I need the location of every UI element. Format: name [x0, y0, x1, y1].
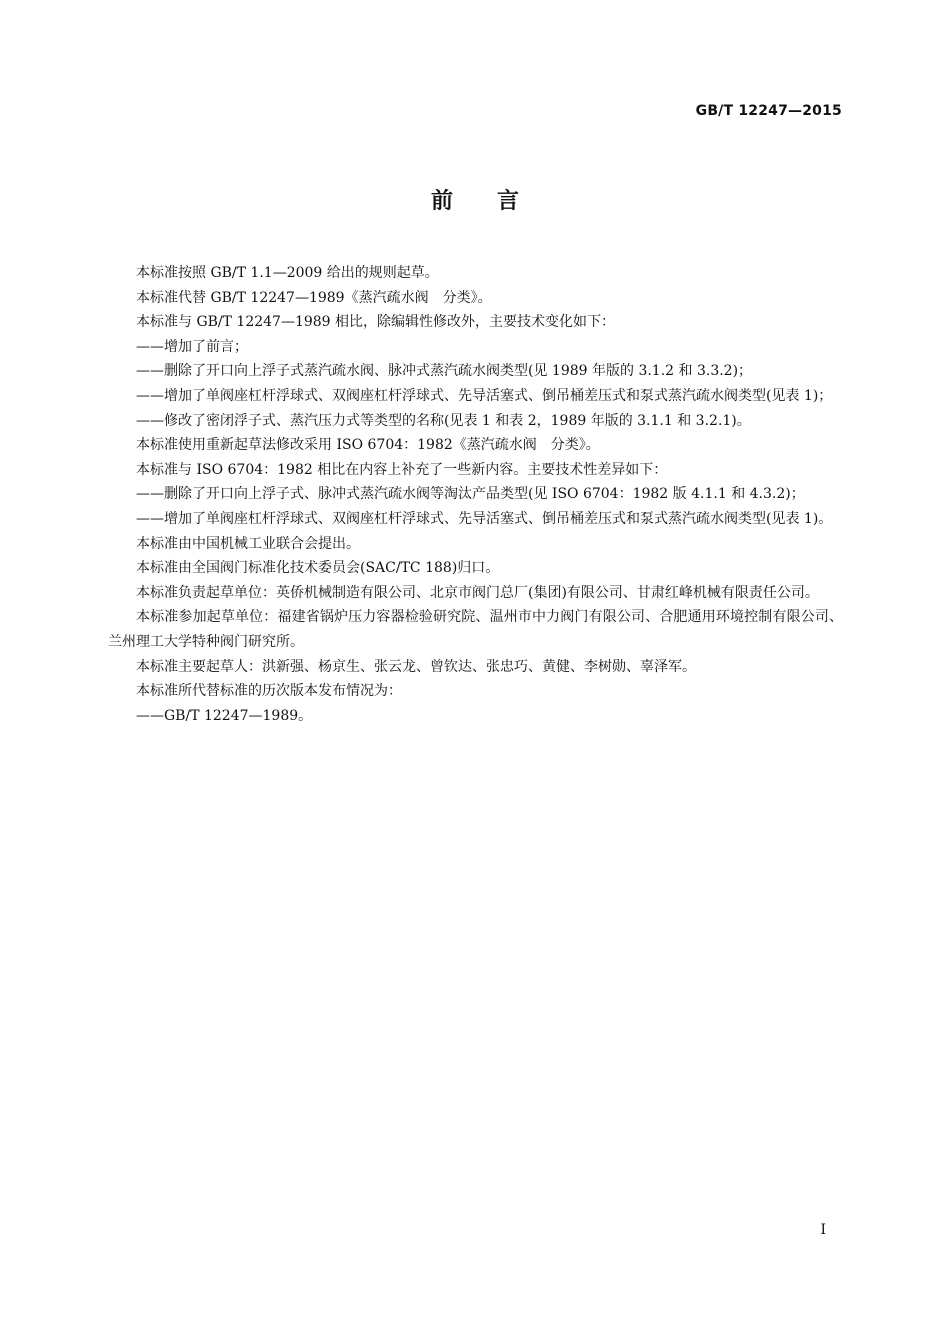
list-item-difference: ——增加了单阀座杠杆浮球式、双阀座杠杆浮球式、先导活塞式、倒吊桶差压式和泵式蒸汽疏水阀类型(见表 1)。 — [136, 510, 833, 527]
paragraph-differences-intro: 本标准与 ISO 6704：1982 相比在内容上补充了一些新内容。主要技术性差异如下： — [136, 461, 668, 478]
paragraph-lead-drafters: 本标准负责起草单位：英侨机械制造有限公司、北京市阀门总厂(集团)有限公司、甘肃红峰机械有限责任公司。 — [136, 584, 819, 601]
paragraph-adoption: 本标准使用重新起草法修改采用 ISO 6704：1982《蒸汽疏水阀 分类》。 — [136, 437, 600, 454]
paragraph-history-intro: 本标准所代替标准的历次版本发布情况为： — [136, 683, 402, 700]
list-item-difference: ——删除了开口向上浮子式、脉冲式蒸汽疏水阀等淘汰产品类型(见 ISO 6704：1982 版 4.1.1 和 4.3.2)； — [136, 486, 805, 503]
document-body — [108, 261, 843, 728]
paragraph-replaces: 本标准代替 GB/T 12247—1989《蒸汽疏水阀 分类》。 — [136, 289, 492, 306]
list-item-change: ——修改了密闭浮子式、蒸汽压力式等类型的名称(见表 1 和表 2，1989 年版的 3.1.1 和 3.2.1)。 — [136, 412, 751, 429]
page-number: I — [820, 1222, 826, 1238]
list-item-change: ——增加了前言； — [136, 338, 248, 355]
page-title: 前言 — [430, 189, 563, 214]
paragraph-committee: 本标准由全国阀门标准化技术委员会(SAC/TC 188)归口。 — [136, 560, 500, 577]
list-item-change: ——增加了单阀座杠杆浮球式、双阀座杠杆浮球式、先导活塞式、倒吊桶差压式和泵式蒸汽疏水阀类型(见表 1)； — [136, 387, 833, 404]
paragraph-main-drafters: 本标准主要起草人：洪新强、杨京生、张云龙、曾钦达、张忠巧、黄健、李树勋、辜泽军。 — [136, 658, 696, 675]
list-item-history: ——GB/T 12247—1989。 — [136, 707, 313, 724]
standard-code: GB/T 12247—2015 — [695, 103, 842, 119]
paragraph-participating-drafters: 本标准参加起草单位：福建省锅炉压力容器检验研究院、温州市中力阀门有限公司、合肥通用环境控制有限公司、兰州理工大学特种阀门研究所。 — [108, 609, 843, 650]
list-item-change: ——删除了开口向上浮子式蒸汽疏水阀、脉冲式蒸汽疏水阀类型(见 1989 年版的 3.1.2 和 3.3.2)； — [136, 363, 753, 380]
paragraph-proposer: 本标准由中国机械工业联合会提出。 — [136, 535, 360, 552]
paragraph-changes-intro: 本标准与 GB/T 12247—1989 相比，除编辑性修改外，主要技术变化如下： — [136, 314, 616, 331]
paragraph-drafting-rules: 本标准按照 GB/T 1.1—2009 给出的规则起草。 — [136, 265, 439, 281]
